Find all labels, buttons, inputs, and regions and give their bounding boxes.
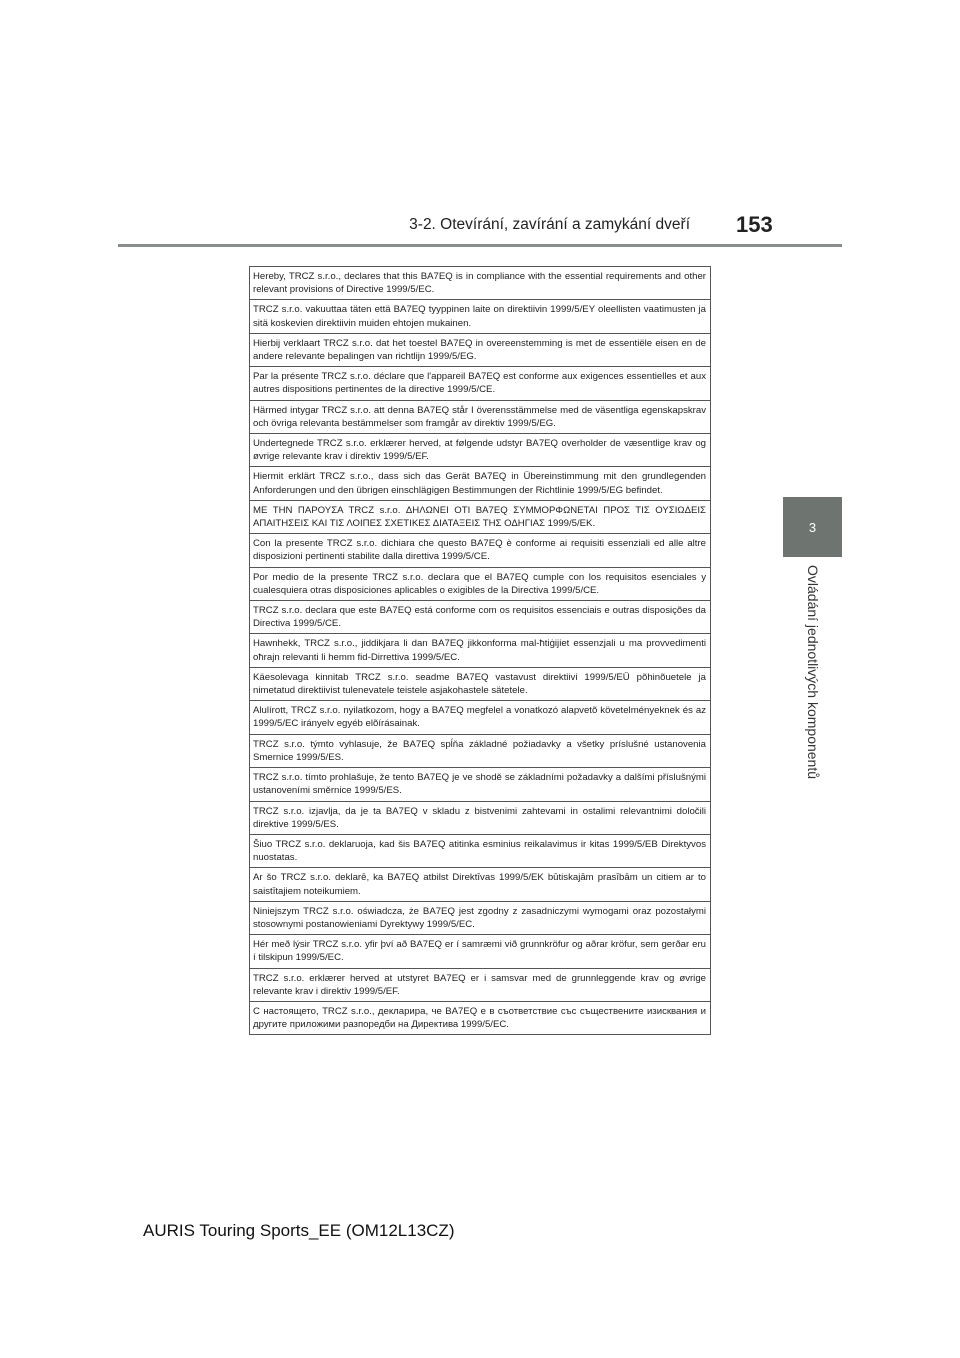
declaration-text: Ar šo TRCZ s.r.o. deklarē, ka BA7EQ atbilst Direktīvas 1999/5/EK būtiskajām prasībām un citiem ar to saistītajiem noteikumiem. <box>250 868 711 901</box>
declaration-row <box>250 300 711 333</box>
chapter-label-container <box>783 557 842 817</box>
declaration-text: TRCZ s.r.o. tímto prohlašuje, že tento BA7EQ je ve shodě se základními požadavky a dalšími příslušnými ustanoveními směrnice 1999/5/ES. <box>250 768 711 801</box>
declaration-text: Niniejszym TRCZ s.r.o. oświadcza, że BA7EQ jest zgodny z zasadniczymi wymogami oraz pozostałymi stosownymi postanowieniami Dyrektywy 1999/5/EC. <box>250 901 711 934</box>
header-divider <box>118 244 842 247</box>
declaration-row <box>250 500 711 533</box>
declaration-table <box>249 266 711 1035</box>
declaration-row <box>250 834 711 867</box>
declaration-text: Hereby, TRCZ s.r.o., declares that this BA7EQ is in compliance with the essential requirements and other relevant provisions of Directive 1999/5/EC. <box>250 267 711 300</box>
footer-model-text: AURIS Touring Sports_EE (OM12L13CZ) <box>143 1221 455 1240</box>
declaration-text: Käesolevaga kinnitab TRCZ s.r.o. seadme BA7EQ vastavust direktiivi 1999/5/EÜ põhinõuetele ja nimetatud direktiivist tulenevatele teistele asjakohastele sätetele. <box>250 667 711 700</box>
declaration-row <box>250 868 711 901</box>
declaration-row <box>250 267 711 300</box>
declaration-row <box>250 768 711 801</box>
declaration-row <box>250 968 711 1001</box>
declaration-text: Con la presente TRCZ s.r.o. dichiara che questo BA7EQ è conforme ai requisiti essenziali ed alle altre disposizioni pertinenti stabilite dalla direttiva 1999/5/CE. <box>250 534 711 567</box>
declaration-text: Hiermit erklärt TRCZ s.r.o., dass sich das Gerät BA7EQ in Übereinstimmung mit den grundlegenden Anforderungen und den übrigen einschlägigen Bestimmungen der Richtlinie 1999/5/EG befindet. <box>250 467 711 500</box>
declaration-text: TRCZ s.r.o. vakuuttaa täten että BA7EQ tyyppinen laite on direktiivin 1999/5/EY oleellisten vaatimusten ja sitä koskevien direktiivin muiden ehtojen mukainen. <box>250 300 711 333</box>
declaration-row <box>250 667 711 700</box>
declaration-row <box>250 801 711 834</box>
declaration-text: Par la présente TRCZ s.r.o. déclare que l'appareil BA7EQ est conforme aux exigences essentielles et aux autres dispositions pertinentes de la directive 1999/5/CE. <box>250 367 711 400</box>
declaration-row <box>250 935 711 968</box>
chapter-tab <box>783 497 842 557</box>
declaration-text: TRCZ s.r.o. declara que este BA7EQ está conforme com os requisitos essenciais e outras disposições da Directiva 1999/5/CE. <box>250 601 711 634</box>
declaration-text: Hawnhekk, TRCZ s.r.o., jiddikjara li dan BA7EQ jikkonforma mal-ħtiġijiet essenzjali u ma provvedimenti oħrajn relevanti li hemm fid-Dirrettiva 1999/5/EC. <box>250 634 711 667</box>
declaration-row <box>250 734 711 767</box>
declaration-row <box>250 634 711 667</box>
declaration-row <box>250 701 711 734</box>
chapter-label: Ovládání jednotlivých komponentů <box>804 565 821 780</box>
declaration-row <box>250 367 711 400</box>
declaration-row <box>250 601 711 634</box>
declaration-text: Undertegnede TRCZ s.r.o. erklærer herved, at følgende udstyr BA7EQ overholder de væsentlige krav og øvrige relevante krav i direktiv 1999/5/EF. <box>250 434 711 467</box>
section-title: 3-2. Otevírání, zavírání a zamykání dveří <box>409 216 690 233</box>
declaration-row <box>250 400 711 433</box>
declaration-text: Alulírott, TRCZ s.r.o. nyilatkozom, hogy a BA7EQ megfelel a vonatkozó alapvetõ követelményeknek és az 1999/5/EC irányelv egyéb elõírásainak. <box>250 701 711 734</box>
declaration-text: TRCZ s.r.o. erklærer herved at utstyret BA7EQ er i samsvar med de grunnleggende krav og øvrige relevante krav i direktiv 1999/5/EF. <box>250 968 711 1001</box>
declaration-text: С настоящето, TRCZ s.r.o., декларира, че BA7EQ е в съответствие със съществените изисквания и другите приложими разпоредби на Директива 1999/5/ЕС. <box>250 1001 711 1034</box>
declaration-row <box>250 901 711 934</box>
page-number: 153 <box>736 212 773 237</box>
declaration-row <box>250 534 711 567</box>
declaration-text: Härmed intygar TRCZ s.r.o. att denna BA7EQ står I överensstämmelse med de väsentliga egenskapskrav och övriga relevanta bestämmelser som framgår av direktiv 1999/5/EG. <box>250 400 711 433</box>
declaration-text: TRCZ s.r.o. izjavlja, da je ta BA7EQ v skladu z bistvenimi zahtevami in ostalimi relevantnimi določili direktive 1999/5/ES. <box>250 801 711 834</box>
declaration-text: Hierbij verklaart TRCZ s.r.o. dat het toestel BA7EQ in overeenstemming is met de essentiële eisen en de andere relevante bepalingen van richtlijn 1999/5/EG. <box>250 333 711 366</box>
chapter-number: 3 <box>808 519 817 535</box>
declaration-text: Hér með lýsir TRCZ s.r.o. yfir því að BA7EQ er í samræmi við grunnkröfur og aðrar kröfur, sem gerðar eru í tilskipun 1999/5/EC. <box>250 935 711 968</box>
declaration-text: Por medio de la presente TRCZ s.r.o. declara que el BA7EQ cumple con los requisitos esenciales y cualesquiera otras disposiciones aplicables o exigibles de la Directiva 1999/5/CE. <box>250 567 711 600</box>
declaration-text: ΜΕ ΤΗΝ ΠΑΡΟΥΣΑ TRCZ s.r.o. ΔΗΛΩΝΕΙ ΟΤΙ BA7EQ ΣΥΜΜΟΡΦΩΝΕΤΑΙ ΠΡΟΣ ΤΙΣ ΟΥΣΙΩΔΕΙΣ ΑΠΑΙΤΗΣΕΙΣ ΚΑΙ ΤΙΣ ΛΟΙΠΕΣ ΣΧΕΤΙΚΕΣ ΔΙΑΤΑΞΕΙΣ ΤΗΣ ΟΔΗΓΙΑΣ 1999/5/ΕΚ. <box>250 500 711 533</box>
declaration-text: TRCZ s.r.o. týmto vyhlasuje, že BA7EQ spĺňa základné požiadavky a všetky príslušné ustanovenia Smernice 1999/5/ES. <box>250 734 711 767</box>
declaration-row <box>250 333 711 366</box>
declaration-row <box>250 467 711 500</box>
declaration-text: Šiuo TRCZ s.r.o. deklaruoja, kad šis BA7EQ atitinka esminius reikalavimus ir kitas 1999/5/EB Direktyvos nuostatas. <box>250 834 711 867</box>
declaration-row <box>250 434 711 467</box>
declaration-row <box>250 567 711 600</box>
declaration-table-body <box>250 267 711 1035</box>
declaration-row <box>250 1001 711 1034</box>
